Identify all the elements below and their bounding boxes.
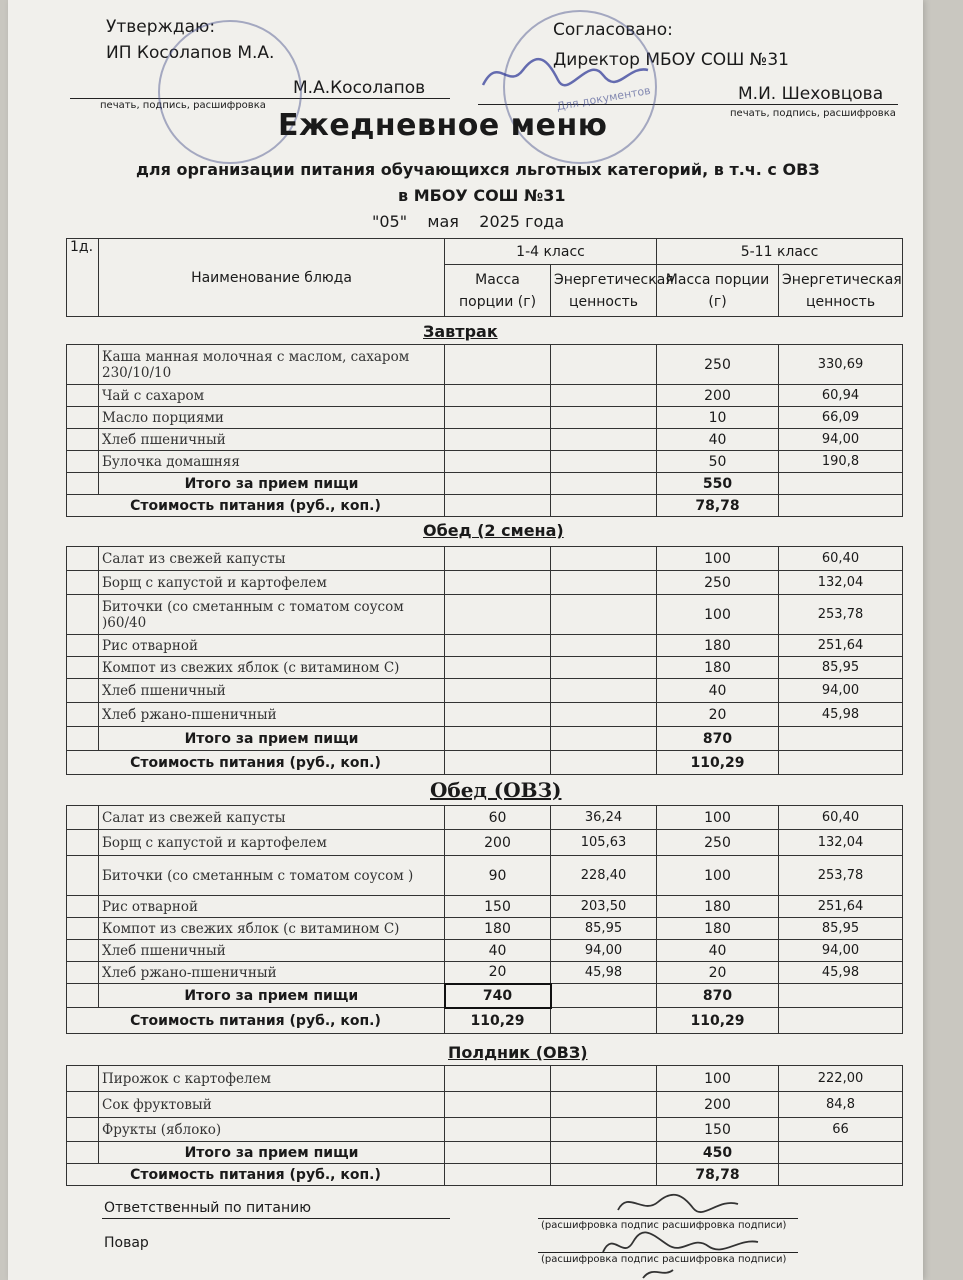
table-row: [67, 830, 903, 856]
cost-empty: [779, 751, 903, 775]
total-row: [67, 727, 903, 751]
total-1-4: [445, 727, 551, 751]
dish-name: Хлеб пшеничный: [99, 679, 445, 703]
date-month: мая: [427, 212, 459, 231]
row-index-cell: [67, 547, 99, 571]
approve-org: ИП Косолапов М.А.: [106, 43, 275, 63]
stamp-text: Для документов: [555, 83, 652, 114]
mass-5-11: 250: [657, 830, 779, 856]
section-title: Полдник (ОВЗ): [448, 1043, 588, 1062]
mass-5-11: 20: [657, 703, 779, 727]
total-empty: [551, 727, 657, 751]
mass-1-4: [445, 571, 551, 595]
approve-caption: печать, подпись, расшифровка: [100, 100, 266, 111]
section-table: [66, 1065, 903, 1186]
header-corner: 1д.: [67, 239, 99, 317]
table-row: [67, 547, 903, 571]
row-index-cell: [67, 1118, 99, 1142]
total-empty: [779, 727, 903, 751]
signature-right-icon: [478, 50, 658, 100]
cost-row: [67, 751, 903, 775]
dish-name: Пирожок с картофелем: [99, 1066, 445, 1092]
cost-label: Стоимость питания (руб., коп.): [67, 1164, 445, 1186]
mass-5-11: 40: [657, 679, 779, 703]
row-index-cell: [67, 830, 99, 856]
mass-1-4: 60: [445, 806, 551, 830]
mass-5-11: 100: [657, 547, 779, 571]
dish-name: Биточки (со сметанным с томатом соусом )60/40: [99, 595, 445, 635]
row-index-cell: [67, 429, 99, 451]
total-empty: [551, 984, 657, 1008]
table-row: [67, 345, 903, 385]
energy-1-4: [551, 571, 657, 595]
energy-1-4: [551, 547, 657, 571]
energy-1-4: [551, 635, 657, 657]
section-title: Обед (ОВЗ): [430, 778, 562, 802]
energy-5-11: 94,00: [779, 679, 903, 703]
header-group-1-4: 1-4 класс: [445, 239, 657, 265]
mass-5-11: 150: [657, 1118, 779, 1142]
table-row: [67, 806, 903, 830]
signature-caption-1: (расшифровка подпис расшифровка подписи): [541, 1220, 787, 1231]
energy-1-4: [551, 429, 657, 451]
row-index-cell: [67, 635, 99, 657]
dish-name: Салат из свежей капусты: [99, 547, 445, 571]
school-name: в МБОУ СОШ №31: [398, 186, 566, 205]
energy-1-4: [551, 1118, 657, 1142]
cost-empty: [551, 495, 657, 517]
mass-1-4: [445, 1066, 551, 1092]
row-index-cell: [67, 962, 99, 984]
mass-5-11: 200: [657, 385, 779, 407]
total-empty: [779, 1142, 903, 1164]
signature-footer-icon: [598, 1180, 768, 1280]
energy-5-11: 45,98: [779, 703, 903, 727]
agree-caption: печать, подпись, расшифровка: [730, 108, 896, 119]
cost-empty: [551, 751, 657, 775]
energy-5-11: 60,40: [779, 547, 903, 571]
section-table: [66, 546, 903, 775]
mass-5-11: 10: [657, 407, 779, 429]
mass-1-4: [445, 547, 551, 571]
mass-5-11: 250: [657, 571, 779, 595]
table-row: [67, 1118, 903, 1142]
responsible-label: Ответственный по питанию: [104, 1200, 312, 1216]
dish-name: Сок фруктовый: [99, 1092, 445, 1118]
mass-5-11: 180: [657, 896, 779, 918]
total-empty: [779, 984, 903, 1008]
energy-1-4: [551, 1092, 657, 1118]
date-line: [372, 212, 564, 231]
cost-5-11: 110,29: [657, 751, 779, 775]
mass-1-4: [445, 1092, 551, 1118]
total-empty: [779, 473, 903, 495]
mass-5-11: 180: [657, 918, 779, 940]
mass-5-11: 40: [657, 429, 779, 451]
table-row: [67, 385, 903, 407]
dish-name: Чай с сахаром: [99, 385, 445, 407]
cost-empty: [779, 495, 903, 517]
energy-1-4: [551, 679, 657, 703]
row-index-cell: [67, 856, 99, 896]
total-label: Итого за прием пищи: [99, 473, 445, 495]
mass-1-4: [445, 595, 551, 635]
cost-5-11: 78,78: [657, 495, 779, 517]
energy-1-4: [551, 451, 657, 473]
section-table: [66, 344, 903, 517]
total-1-4: [445, 1142, 551, 1164]
mass-5-11: 200: [657, 1092, 779, 1118]
mass-1-4: 150: [445, 896, 551, 918]
header-mass-2: Масса порции (г): [657, 265, 779, 317]
row-index-cell: [67, 1142, 99, 1164]
mass-1-4: 90: [445, 856, 551, 896]
table-row: [67, 635, 903, 657]
mass-5-11: 180: [657, 657, 779, 679]
total-row: [67, 473, 903, 495]
energy-5-11: 45,98: [779, 962, 903, 984]
agree-org: Директор МБОУ СОШ №31: [553, 50, 789, 70]
total-5-11: 450: [657, 1142, 779, 1164]
header-energy-2: Энергетическая ценность: [779, 265, 903, 317]
row-index-cell: [67, 657, 99, 679]
energy-1-4: [551, 595, 657, 635]
row-index-cell: [67, 940, 99, 962]
mass-5-11: 100: [657, 856, 779, 896]
dish-name: Хлеб ржано-пшеничный: [99, 962, 445, 984]
mass-1-4: 20: [445, 962, 551, 984]
row-index-cell: [67, 1092, 99, 1118]
cost-5-11: 110,29: [657, 1008, 779, 1034]
energy-1-4: 85,95: [551, 918, 657, 940]
mass-5-11: 20: [657, 962, 779, 984]
energy-1-4: [551, 1066, 657, 1092]
table-row: [67, 703, 903, 727]
dish-name: Масло порциями: [99, 407, 445, 429]
energy-1-4: 203,50: [551, 896, 657, 918]
dish-name: Фрукты (яблоко): [99, 1118, 445, 1142]
mass-5-11: 100: [657, 1066, 779, 1092]
cost-label: Стоимость питания (руб., коп.): [67, 751, 445, 775]
cost-5-11: 78,78: [657, 1164, 779, 1186]
cost-1-4: 110,29: [445, 1008, 551, 1034]
mass-5-11: 100: [657, 595, 779, 635]
agree-label: Согласовано:: [553, 20, 673, 40]
table-row: [67, 896, 903, 918]
cost-1-4: [445, 751, 551, 775]
total-1-4: [445, 473, 551, 495]
row-index-cell: [67, 806, 99, 830]
mass-5-11: 40: [657, 940, 779, 962]
energy-5-11: 253,78: [779, 595, 903, 635]
energy-5-11: 94,00: [779, 940, 903, 962]
table-row: [67, 407, 903, 429]
row-index-cell: [67, 703, 99, 727]
row-index-cell: [67, 896, 99, 918]
mass-1-4: [445, 429, 551, 451]
mass-1-4: [445, 1118, 551, 1142]
dish-name: Хлеб пшеничный: [99, 940, 445, 962]
section-title: Обед (2 смена): [423, 521, 564, 540]
table-row: [67, 918, 903, 940]
energy-1-4: 228,40: [551, 856, 657, 896]
energy-1-4: [551, 657, 657, 679]
cost-empty: [779, 1008, 903, 1034]
energy-1-4: 36,24: [551, 806, 657, 830]
mass-1-4: 40: [445, 940, 551, 962]
energy-5-11: 253,78: [779, 856, 903, 896]
energy-5-11: 330,69: [779, 345, 903, 385]
table-row: [67, 679, 903, 703]
energy-5-11: 94,00: [779, 429, 903, 451]
dish-name: Хлеб ржано-пшеничный: [99, 703, 445, 727]
energy-1-4: 45,98: [551, 962, 657, 984]
energy-1-4: 105,63: [551, 830, 657, 856]
table-row: [67, 429, 903, 451]
table-row: [67, 657, 903, 679]
total-5-11: 550: [657, 473, 779, 495]
dish-name: Хлеб пшеничный: [99, 429, 445, 451]
menu-sheet: [8, 0, 923, 1280]
total-label: Итого за прием пищи: [99, 984, 445, 1008]
mass-5-11: 250: [657, 345, 779, 385]
energy-1-4: 94,00: [551, 940, 657, 962]
approve-name: М.А.Косолапов: [293, 78, 426, 98]
row-index-cell: [67, 918, 99, 940]
energy-5-11: 132,04: [779, 830, 903, 856]
row-index-cell: [67, 727, 99, 751]
section-table: [66, 805, 903, 1034]
total-empty: [551, 1142, 657, 1164]
energy-5-11: 251,64: [779, 896, 903, 918]
cost-empty: [779, 1164, 903, 1186]
header-dish-name: Наименование блюда: [99, 239, 445, 317]
total-5-11: 870: [657, 984, 779, 1008]
cost-row: [67, 495, 903, 517]
mass-1-4: [445, 451, 551, 473]
energy-5-11: 60,40: [779, 806, 903, 830]
date-day: "05": [372, 212, 408, 231]
mass-1-4: [445, 635, 551, 657]
energy-5-11: 132,04: [779, 571, 903, 595]
row-index-cell: [67, 473, 99, 495]
mass-5-11: 50: [657, 451, 779, 473]
total-row: [67, 1142, 903, 1164]
approve-label: Утверждаю:: [106, 17, 216, 37]
total-1-4: 740: [445, 984, 551, 1008]
table-row: [67, 451, 903, 473]
mass-1-4: [445, 407, 551, 429]
energy-1-4: [551, 385, 657, 407]
table-row: [67, 1066, 903, 1092]
dish-name: Рис отварной: [99, 635, 445, 657]
header-energy-1: Энергетическая ценность: [551, 265, 657, 317]
row-index-cell: [67, 407, 99, 429]
energy-5-11: 85,95: [779, 657, 903, 679]
table-row: [67, 571, 903, 595]
cost-row: [67, 1164, 903, 1186]
row-index-cell: [67, 451, 99, 473]
mass-1-4: [445, 385, 551, 407]
table-row: [67, 940, 903, 962]
row-index-cell: [67, 595, 99, 635]
dish-name: Салат из свежей капусты: [99, 806, 445, 830]
total-5-11: 870: [657, 727, 779, 751]
table-header: [66, 238, 903, 317]
mass-5-11: 180: [657, 635, 779, 657]
cost-label: Стоимость питания (руб., коп.): [67, 495, 445, 517]
table-row: [67, 856, 903, 896]
energy-1-4: [551, 407, 657, 429]
agree-name: М.И. Шеховцова: [738, 84, 884, 104]
energy-5-11: 66,09: [779, 407, 903, 429]
energy-5-11: 60,94: [779, 385, 903, 407]
total-row: [67, 984, 903, 1008]
energy-5-11: 222,00: [779, 1066, 903, 1092]
total-label: Итого за прием пищи: [99, 1142, 445, 1164]
cost-1-4: [445, 1164, 551, 1186]
mass-1-4: [445, 657, 551, 679]
row-index-cell: [67, 345, 99, 385]
subtitle: для организации питания обучающихся льготных категорий, в т.ч. с ОВЗ: [136, 160, 820, 179]
row-index-cell: [67, 679, 99, 703]
energy-5-11: 66: [779, 1118, 903, 1142]
energy-1-4: [551, 345, 657, 385]
dish-name: Борщ с капустой и картофелем: [99, 830, 445, 856]
energy-5-11: 190,8: [779, 451, 903, 473]
mass-1-4: 200: [445, 830, 551, 856]
mass-1-4: 180: [445, 918, 551, 940]
dish-name: Компот из свежих яблок (с витамином С): [99, 918, 445, 940]
energy-5-11: 85,95: [779, 918, 903, 940]
signature-caption-2: (расшифровка подпис расшифровка подписи): [541, 1254, 787, 1265]
dish-name: Булочка домашняя: [99, 451, 445, 473]
header-group-5-11: 5-11 класс: [657, 239, 903, 265]
dish-name: Каша манная молочная с маслом, сахаром 230/10/10: [99, 345, 445, 385]
table-row: [67, 595, 903, 635]
date-year: 2025 года: [479, 212, 565, 231]
page-title: Ежедневное меню: [278, 108, 608, 143]
dish-name: Биточки (со сметанным с томатом соусом ): [99, 856, 445, 896]
mass-1-4: [445, 703, 551, 727]
energy-5-11: 251,64: [779, 635, 903, 657]
row-index-cell: [67, 571, 99, 595]
mass-5-11: 100: [657, 806, 779, 830]
total-label: Итого за прием пищи: [99, 727, 445, 751]
energy-1-4: [551, 703, 657, 727]
row-index-cell: [67, 984, 99, 1008]
table-row: [67, 962, 903, 984]
mass-1-4: [445, 679, 551, 703]
cost-empty: [551, 1008, 657, 1034]
cost-row: [67, 1008, 903, 1034]
row-index-cell: [67, 1066, 99, 1092]
header-mass-1: Масса порции (г): [445, 265, 551, 317]
dish-name: Компот из свежих яблок (с витамином С): [99, 657, 445, 679]
cook-label: Повар: [104, 1235, 149, 1251]
section-title: Завтрак: [423, 322, 498, 341]
dish-name: Борщ с капустой и картофелем: [99, 571, 445, 595]
cost-label: Стоимость питания (руб., коп.): [67, 1008, 445, 1034]
row-index-cell: [67, 385, 99, 407]
table-row: [67, 1092, 903, 1118]
cost-1-4: [445, 495, 551, 517]
dish-name: Рис отварной: [99, 896, 445, 918]
total-empty: [551, 473, 657, 495]
energy-5-11: 84,8: [779, 1092, 903, 1118]
mass-1-4: [445, 345, 551, 385]
responsible-line: [102, 1218, 450, 1219]
